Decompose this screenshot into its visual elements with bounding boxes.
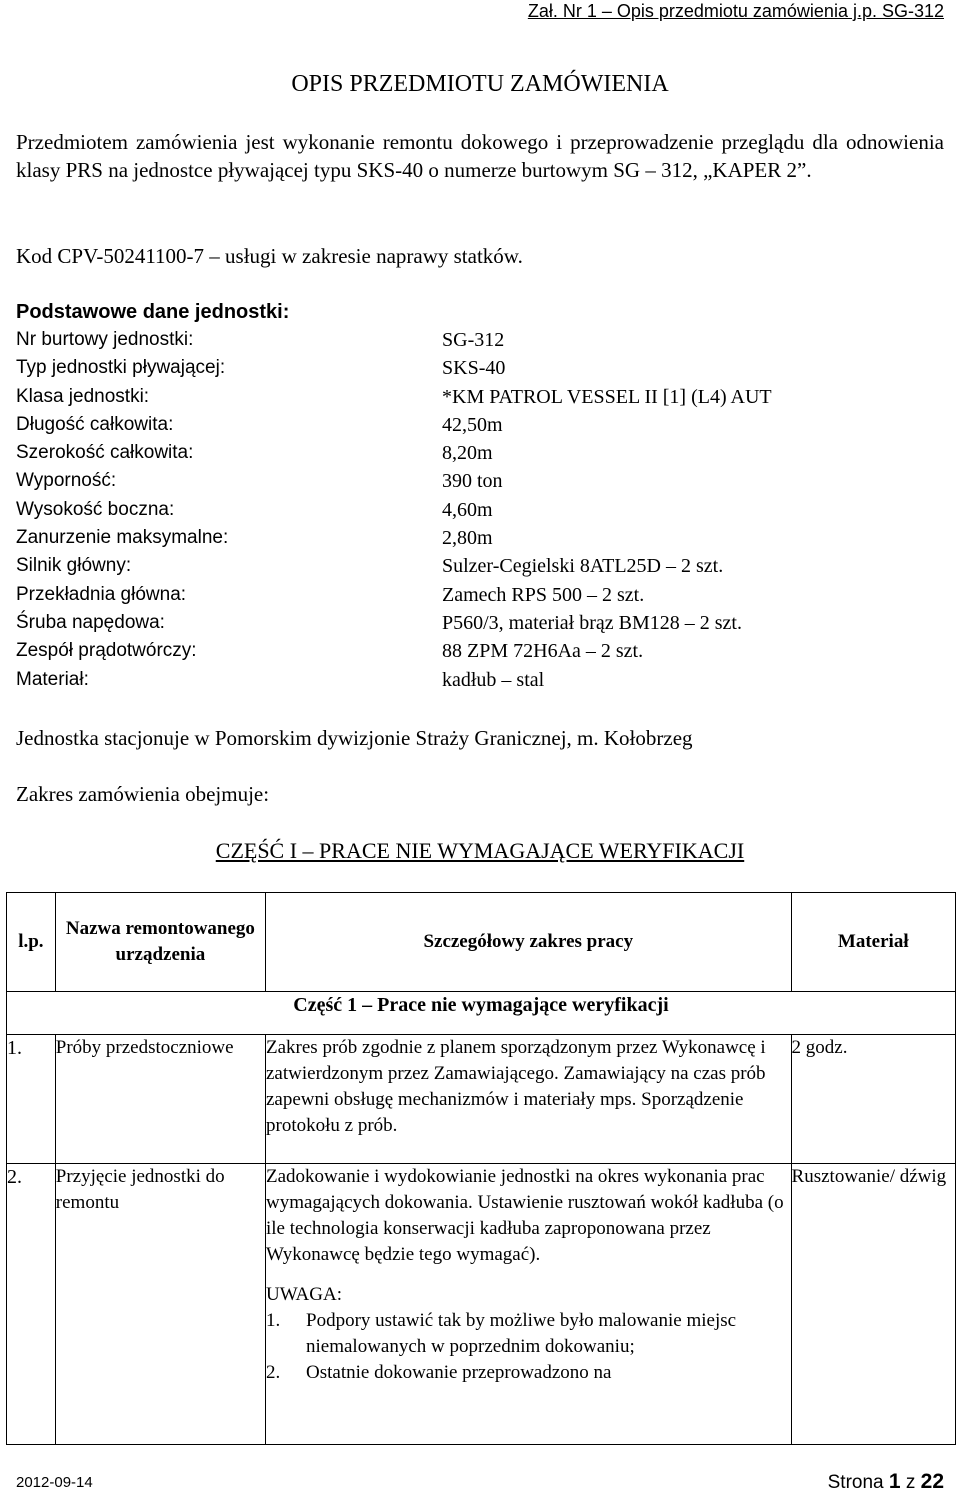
spec-row (16, 496, 946, 524)
footer-date: 2012-09-14 (16, 1474, 93, 1491)
spec-row (16, 581, 946, 609)
page-current: 1 (888, 1470, 901, 1493)
page-total: 22 (920, 1470, 944, 1493)
detail-text: Zadokowanie i wydokowianie jednostki na okres wykonania prac wymagających dokowania. Ustawienie rusztowań wokół kadłuba (o ile technologia konserwacji kadłuba zaproponowana przez Wykonawcę będzie tego wymagać). (266, 1166, 784, 1265)
cell-detail: Zakres prób zgodnie z planem sporządzonym przez Wykonawcę i zatwierdzonym przez Zamawiającego. Zamawiający na czas prób zapewni obsługę mechanizmów i materiały mps. Sporządzenie protokołu z prób. (266, 1035, 792, 1164)
spec-row (16, 552, 946, 580)
cell-material: Rusztowanie/ dźwig (791, 1164, 955, 1445)
cell-detail (266, 1164, 792, 1445)
header-text: Zał. Nr 1 – Opis przedmiotu zamówienia j.p. SG-312 (527, 1, 944, 21)
spec-label: Typ jednostki pływającej: (16, 357, 226, 379)
spec-row (16, 439, 946, 467)
spec-label: Nr burtowy jednostki: (16, 329, 194, 350)
spec-value: 4,60m (442, 498, 493, 521)
spec-label: Zanurzenie maksymalne: (16, 527, 229, 549)
table-row (7, 1035, 956, 1164)
spec-label: Wysokość boczna: (16, 498, 175, 520)
spec-value: kadłub – stal (442, 668, 545, 691)
cell-name: Przyjęcie jednostki do remontu (55, 1164, 265, 1445)
spec-value: Zamech RPS 500 – 2 szt. (442, 583, 645, 606)
spec-value: P560/3, materiał brąz BM128 – 2 szt. (442, 611, 742, 634)
header-name: Nazwa remontowanego urządzenia (55, 893, 265, 992)
part-heading: CZĘŚĆ I – PRACE NIE WYMAGAJĄCE WERYFIKACJI (215, 838, 745, 863)
spec-value: 88 ZPM 72H6Aa – 2 szt. (442, 640, 644, 663)
spec-value: SKS-40 (442, 357, 506, 380)
spec-label: Zespół prądotwórczy: (16, 640, 197, 662)
spec-label: Silnik główny: (16, 555, 132, 577)
cell-name: Próby przedstoczniowe (55, 1035, 265, 1164)
spec-row (16, 467, 946, 495)
note-number: 1. (266, 1310, 281, 1331)
page-word: Strona (827, 1472, 884, 1493)
cell-lp: 2. (7, 1164, 56, 1445)
works-table (6, 892, 956, 1445)
spec-label: Długość całkowita: (16, 413, 174, 435)
spec-row (16, 383, 946, 411)
spec-label: Przekładnia główna: (16, 583, 187, 605)
table-row (7, 1164, 956, 1445)
spec-row (16, 524, 946, 552)
page-footer (16, 1470, 944, 1495)
note-text: Podpory ustawić tak by możliwe było malowanie miejsc niemalowanych w poprzednim dokowaniu; (306, 1310, 737, 1357)
spec-label: Śruba napędowa: (16, 611, 165, 633)
of-word: z (905, 1472, 916, 1493)
intro-paragraph: Przedmiotem zamówienia jest wykonanie remontu dokowego i przeprowadzenie przeglądu dla odnowienia klasy PRS na jednostce pływającej typu SKS-40 o numerze burtowym SG – 312, „KAPER 2”. (16, 130, 944, 182)
spec-value: 42,50m (442, 413, 503, 436)
spec-row (16, 326, 946, 354)
note-number: 2. (266, 1362, 281, 1383)
spec-list (16, 326, 946, 694)
document-header (528, 0, 944, 22)
cell-material: 2 godz. (791, 1035, 955, 1164)
spec-row (16, 354, 946, 382)
header-material: Materiał (791, 893, 955, 992)
note-list (266, 1308, 791, 1386)
page-number (828, 1470, 944, 1494)
spec-row (16, 411, 946, 439)
spec-row (16, 609, 946, 637)
spec-row (16, 637, 946, 665)
note-text: Ostatnie dokowanie przeprowadzono na (306, 1362, 612, 1383)
section-row (7, 992, 956, 1035)
list-item (266, 1360, 791, 1386)
spec-value: 8,20m (442, 442, 493, 465)
spec-value: *KM PATROL VESSEL II [1] (L4) AUT (442, 385, 772, 408)
spec-label: Wyporność: (16, 470, 117, 492)
list-item (266, 1308, 791, 1360)
spec-value: SG-312 (442, 329, 505, 351)
cpv-code-line: Kod CPV-50241100-7 – usługi w zakresie naprawy statków. (16, 244, 523, 268)
basic-data-heading: Podstawowe dane jednostki: (16, 301, 290, 323)
cell-lp: 1. (7, 1035, 56, 1164)
spec-value: 390 ton (442, 470, 503, 493)
header-detail: Szczegółowy zakres pracy (266, 893, 792, 992)
scope-line: Zakres zamówienia obejmuje: (16, 782, 270, 806)
spec-label: Szerokość całkowita: (16, 442, 194, 464)
spec-value: 2,80m (442, 527, 493, 550)
spec-label: Materiał: (16, 668, 89, 690)
note-heading: UWAGA: (266, 1284, 342, 1305)
header-lp: l.p. (7, 893, 56, 992)
section-title: Część 1 – Prace nie wymagające weryfikacji (7, 992, 956, 1035)
document-title: OPIS PRZEDMIOTU ZAMÓWIENIA (291, 71, 669, 97)
spec-value: Sulzer-Cegielski 8ATL25D – 2 szt. (442, 555, 724, 578)
table-header-row (7, 893, 956, 992)
spec-label: Klasa jednostki: (16, 385, 150, 407)
spec-row (16, 666, 946, 694)
station-line: Jednostka stacjonuje w Pomorskim dywizjonie Straży Granicznej, m. Kołobrzeg (16, 726, 693, 750)
